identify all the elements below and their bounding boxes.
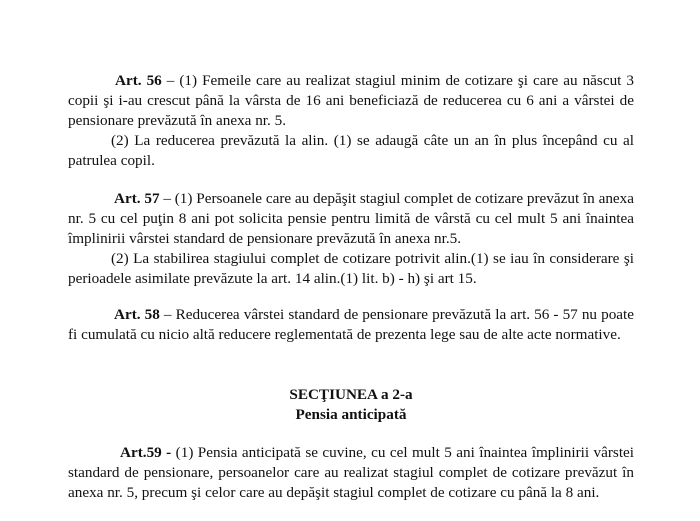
article-56-label: Art. 56 [115,72,162,89]
article-56-paragraph-1 [68,71,634,131]
article-58-paragraph-1 [68,305,634,345]
section-subheading: Pensia anticipată [295,406,407,423]
article-58-text-1: – Reducerea vârstei standard de pensionare prevăzută la art. 56 - 57 nu poate fi cumulată cu nicio altă reducere reglementată de prezenta lege sau de alte acte normative. [68,306,634,343]
article-56-paragraph-2: (2) La reducerea prevăzută la alin. (1) se adaugă câte un an în plus începând cu al patrulea copil. [68,132,634,169]
section-heading-block [68,385,634,425]
article-57-paragraph-2: (2) La stabilirea stagiului complet de cotizare potrivit alin.(1) se iau în considerare şi perioadele asimilate prevăzute la art. 14 alin.(1) lit. b) - h) şi art 15. [68,250,634,287]
article-59-text-1: (1) Pensia anticipată se cuvine, cu cel mult 5 ani înaintea împlinirii vârstei standard de pensionare, persoanelor care au realizat stagiul complet de cotizare prevăzut în anexa nr. 5, precum şi celor care au depăşit stagiul complet de cotizare cu până la 8 ani. [68,444,634,501]
article-59-dash: - [161,444,172,461]
article-59-label: Art.59 [120,444,162,461]
article-56-text-1: – (1) Femeile care au realizat stagiul minim de cotizare şi care au născut 3 copii şi i-au crescut până la vârsta de 16 ani beneficiază de reducerea cu 6 ani a vârstei de pensionare prevăzută în anexa nr. 5. [68,72,634,129]
article-58 [68,305,634,345]
article-56 [68,71,634,171]
section-heading: SECŢIUNEA a 2-a [289,386,413,403]
article-58-label: Art. 58 [114,306,160,323]
article-57 [68,189,634,289]
article-59-paragraph-1 [68,443,634,503]
article-59 [68,443,634,503]
article-57-text-1: – (1) Persoanele care au depăşit stagiul complet de cotizare prevăzut în anexa nr. 5 cu cel puţin 8 ani pot solicita pensie pentru limită de vârstă cu cel mult 5 ani înaintea împlinirii vârstei standard de pensionare prevăzută în anexa nr.5. [68,190,634,247]
article-57-paragraph-1 [68,189,634,249]
article-57-label: Art. 57 [114,190,160,207]
